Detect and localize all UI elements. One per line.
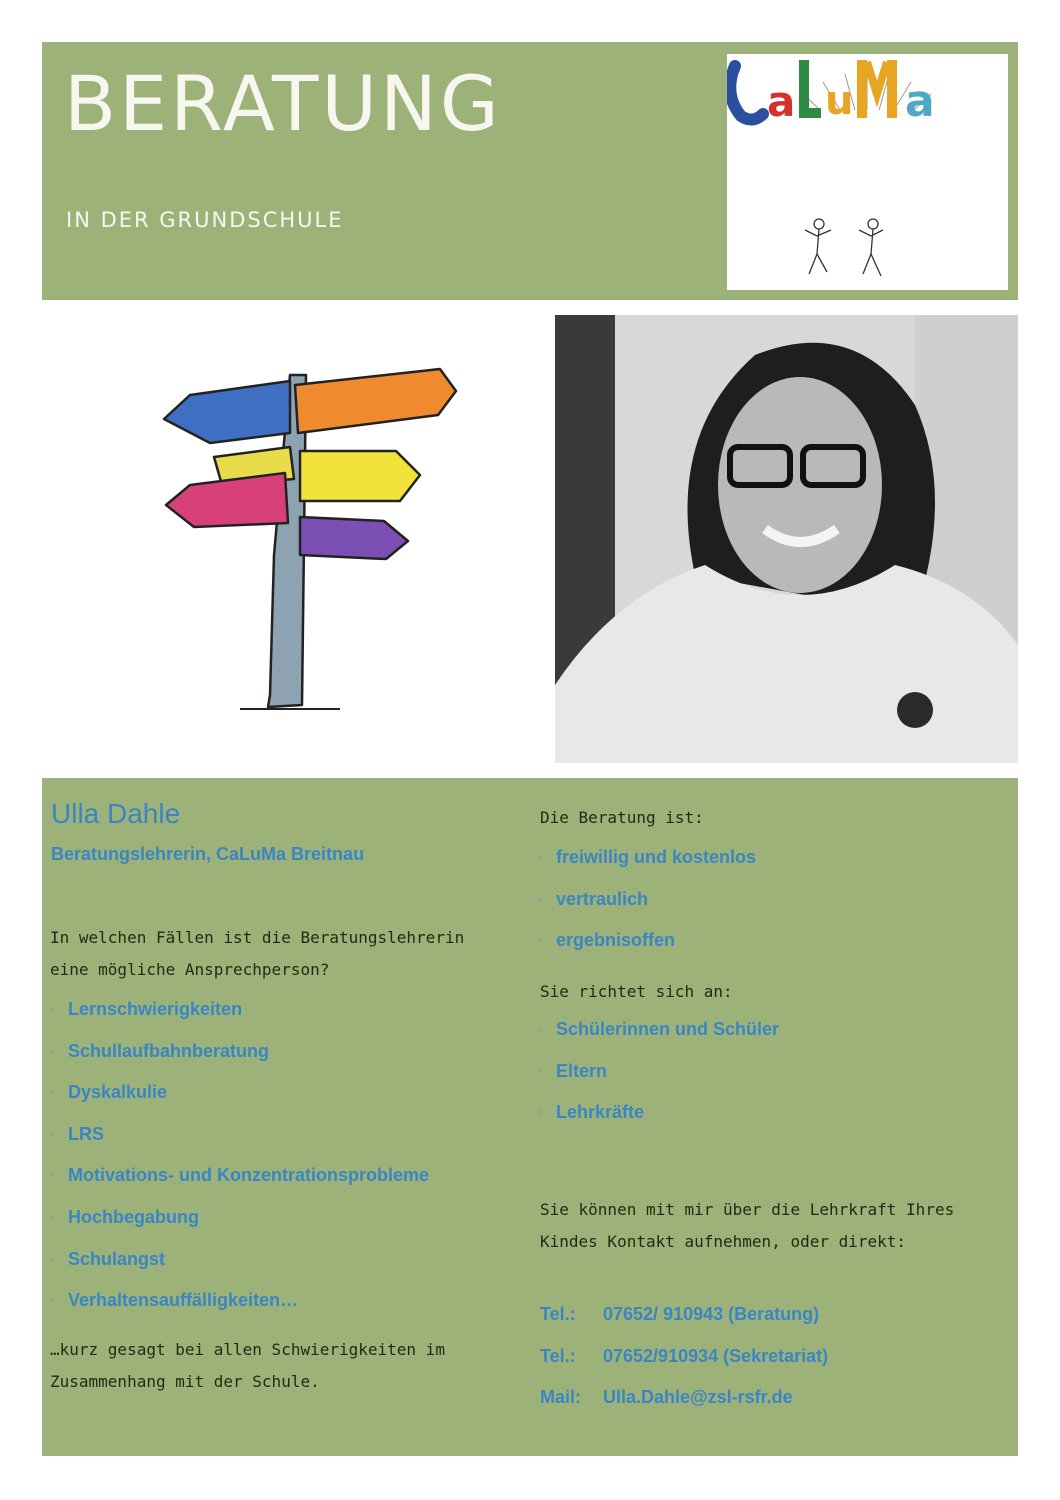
list-item: ‣ freiwillig und kostenlos	[538, 847, 757, 867]
triangle-bullet-icon: ‣	[538, 1025, 544, 1036]
page-subtitle: IN DER GRUNDSCHULE	[66, 208, 344, 232]
bullet-icon: •	[50, 1088, 54, 1100]
person-name: Ulla Dahle	[51, 798, 181, 829]
signpost-illustration	[150, 355, 470, 725]
list-item: ‣ Eltern	[538, 1060, 608, 1081]
contact-label: Tel.:	[540, 1346, 576, 1366]
page-title: BERATUNG	[64, 59, 502, 148]
list-item: ‣ ergebnisoffen	[538, 930, 676, 951]
bullet-icon: •	[50, 1129, 54, 1141]
list-item: • Schullaufbahnberatung	[50, 1040, 270, 1061]
beratung-ist-heading: Die Beratung ist:	[540, 808, 704, 827]
contact-value[interactable]: 07652/ 910943 (Beratung)	[603, 1304, 820, 1324]
bullet-icon: •	[50, 1171, 54, 1183]
list-item: • Lernschwierigkeiten	[50, 999, 243, 1019]
list-item: • Hochbegabung	[50, 1206, 199, 1227]
list-item: • Schulangst	[50, 1248, 166, 1269]
contact-email-link[interactable]: Ulla.Dahle@zsl-rsfr.de	[603, 1387, 793, 1407]
bullet-icon: •	[50, 1005, 54, 1016]
svg-text:u: u	[825, 78, 854, 124]
triangle-bullet-icon: ‣	[538, 853, 544, 864]
contact-label: Mail:	[540, 1387, 582, 1407]
person-role: Beratungslehrerin, CaLuMa Breitnau	[51, 844, 365, 864]
caluma-logo	[727, 54, 1008, 290]
list-item: ‣ vertraulich	[538, 888, 649, 909]
triangle-bullet-icon: ‣	[538, 1108, 544, 1120]
list-item: • Motivations- und Konzentrationsprobleme	[50, 1165, 430, 1186]
list-item: • Verhaltensauffälligkeiten…	[50, 1290, 299, 1311]
triangle-bullet-icon: ‣	[538, 1066, 544, 1078]
bullet-icon: •	[50, 1296, 54, 1308]
richtet-sich-heading: Sie richtet sich an:	[540, 982, 733, 1001]
contact-phone-sekretariat	[540, 1346, 828, 1367]
contact-phone-beratung	[540, 1304, 819, 1325]
triangle-bullet-icon: ‣	[538, 894, 544, 906]
cases-list	[50, 999, 429, 1332]
bullet-icon: •	[50, 1046, 54, 1058]
triangle-bullet-icon: ‣	[538, 936, 544, 948]
portrait-photo	[555, 315, 1018, 763]
bullet-icon: •	[50, 1254, 54, 1266]
kontakt-text: Sie können mit mir über die Lehrkraft Ihres Kindes Kontakt aufnehmen, oder direkt:	[540, 1200, 955, 1251]
logo-wordmark	[727, 54, 982, 134]
contact-label: Tel.:	[540, 1304, 576, 1324]
bullet-icon: •	[50, 1212, 54, 1224]
list-item: • Dyskalkulie	[50, 1082, 168, 1103]
contact-mail	[540, 1387, 793, 1408]
contact-value[interactable]: 07652/910934 (Sekretariat)	[603, 1346, 829, 1366]
svg-text:a: a	[905, 76, 935, 127]
richtet-sich-list	[538, 1019, 779, 1144]
cases-question: In welchen Fällen ist die Beratungslehrerin eine mögliche Ansprechperson?	[50, 928, 465, 979]
beratung-ist-list	[538, 847, 756, 972]
list-item: • LRS	[50, 1123, 104, 1144]
list-item: ‣ Schülerinnen und Schüler	[538, 1019, 780, 1039]
list-item: ‣ Lehrkräfte	[538, 1102, 645, 1123]
closing-text: …kurz gesagt bei allen Schwierigkeiten im Zusammenhang mit der Schule.	[50, 1340, 445, 1391]
svg-text:a: a	[767, 77, 796, 126]
